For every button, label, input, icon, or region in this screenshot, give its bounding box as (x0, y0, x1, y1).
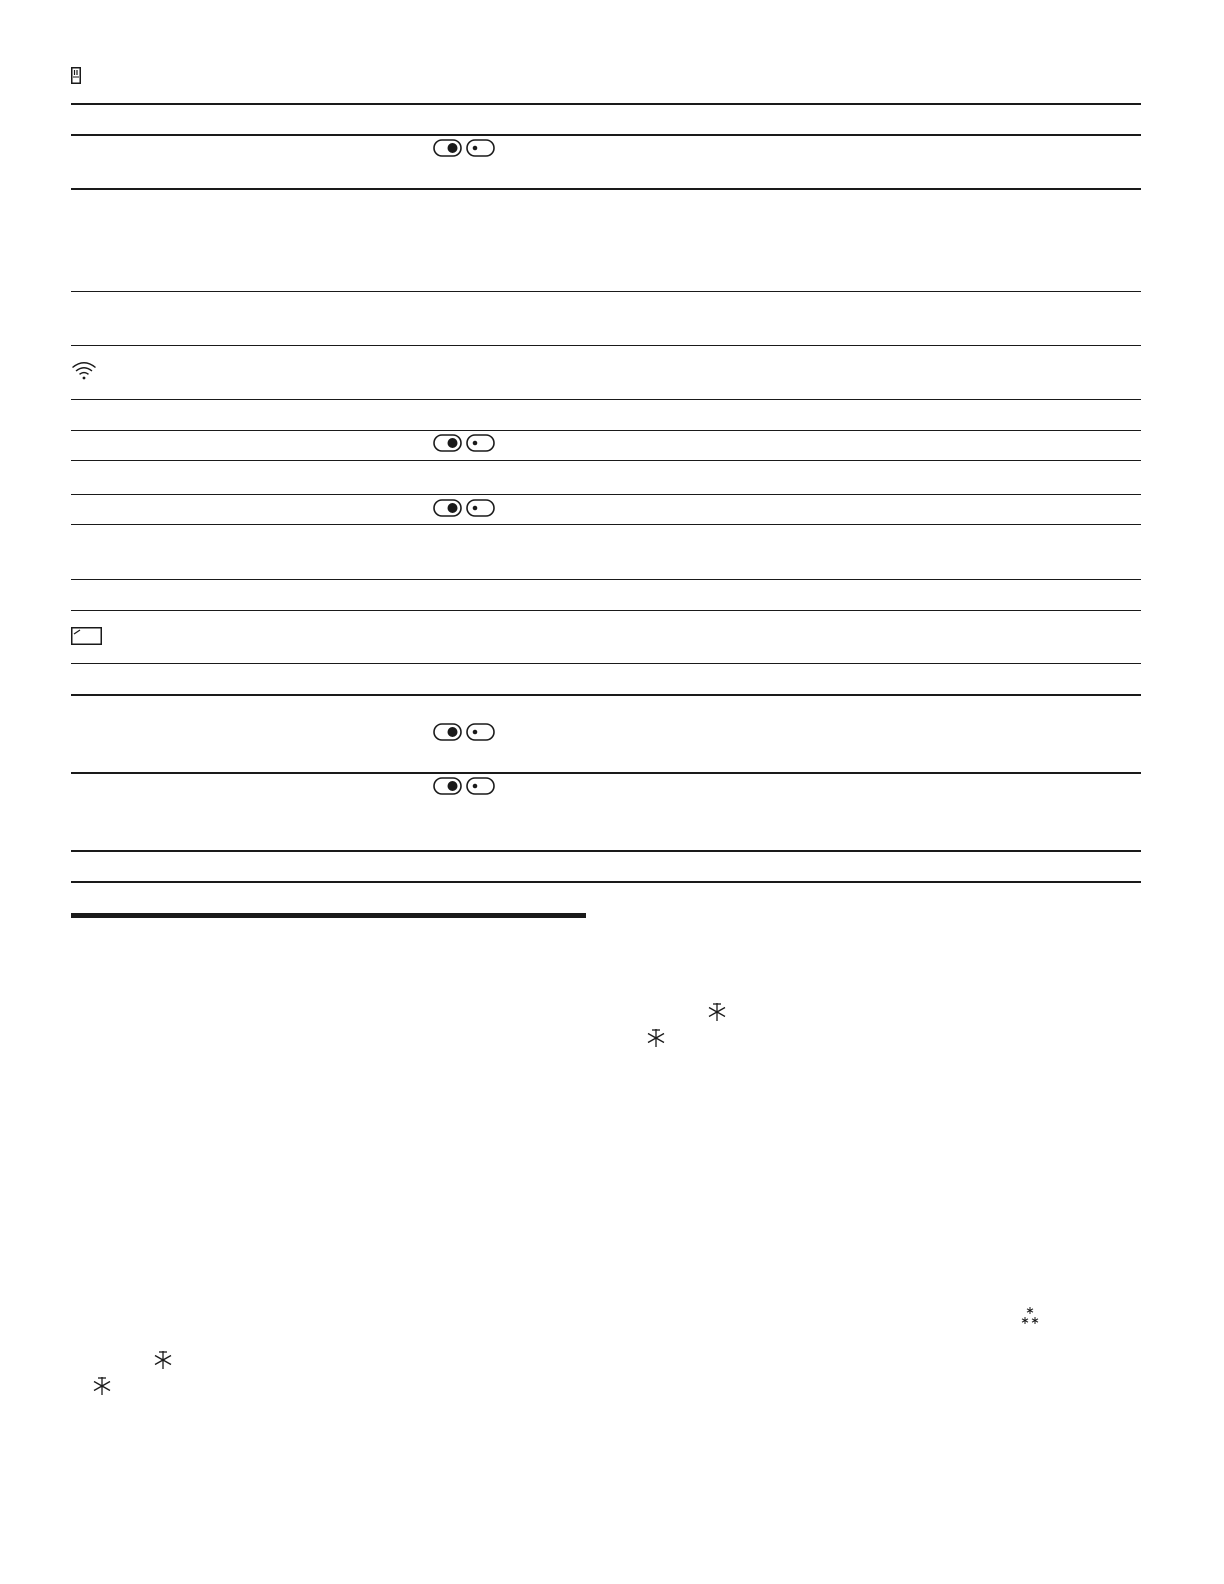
table-rule (71, 134, 1141, 136)
snowflake-icon (154, 1350, 172, 1370)
snowflake-icon (93, 1376, 111, 1396)
wifi-icon (71, 361, 97, 380)
table-rule (71, 399, 1141, 400)
table-rule (71, 610, 1141, 611)
toggle-switch-pair-icon (433, 723, 495, 741)
table-rule (71, 188, 1141, 190)
table-rule (71, 772, 1141, 774)
toggle-switch-pair-icon (433, 434, 495, 452)
section-divider-bar (71, 913, 586, 918)
table-rule (71, 291, 1141, 292)
table-rule (71, 345, 1141, 346)
table-rule (71, 850, 1141, 852)
toggle-switch-pair-icon (433, 499, 495, 517)
table-rule-top (71, 103, 1141, 105)
table-rule (71, 579, 1141, 580)
snowflake-icon (647, 1028, 665, 1048)
triple-snowflake-icon (1020, 1306, 1040, 1326)
table-rule (71, 494, 1141, 495)
toggle-switch-pair-icon (433, 777, 495, 795)
fridge-door-icon (71, 67, 81, 84)
table-rule (71, 524, 1141, 525)
toggle-switch-pair-icon (433, 139, 495, 157)
table-rule-bottom (71, 881, 1141, 883)
display-panel-icon (71, 627, 102, 645)
table-rule (71, 663, 1141, 664)
table-rule (71, 430, 1141, 431)
snowflake-icon (708, 1002, 726, 1022)
table-rule (71, 460, 1141, 461)
table-rule (71, 694, 1141, 696)
